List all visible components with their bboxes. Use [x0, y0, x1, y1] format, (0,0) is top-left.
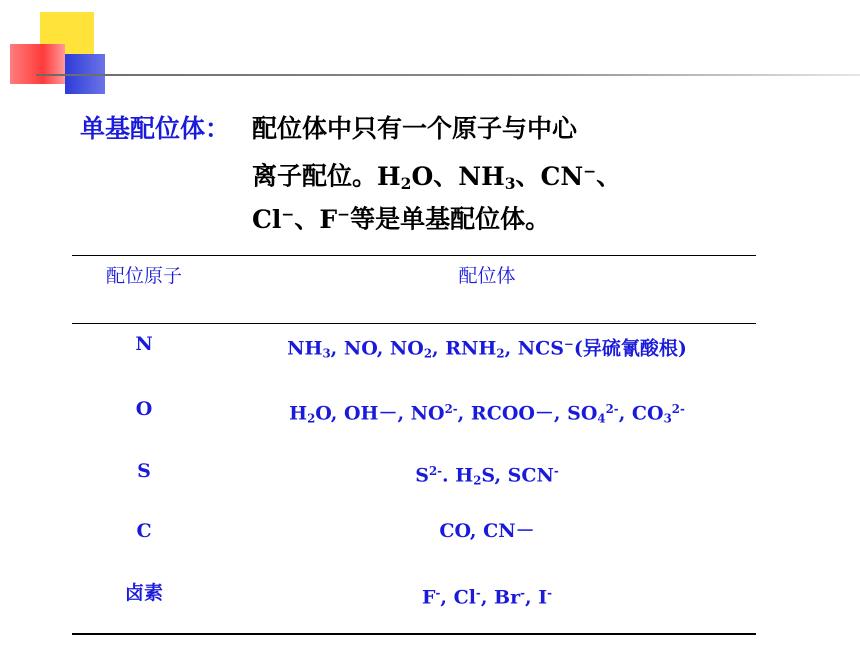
table-header-atom: 配位原子	[105, 265, 183, 287]
table-cell-atom: O	[135, 398, 153, 420]
species-formula: $H_2O$	[377, 161, 434, 193]
definition-term: 单基配位体：	[80, 114, 231, 143]
species-formula: Cl−	[252, 204, 295, 234]
table-cell-ligands: $S^{2-}$. $H_2S$, SCN-	[415, 464, 559, 488]
table-cell-ligands: F-, Cl-, Br-, I-	[421, 586, 553, 609]
definition-line-3: Cl−、F−等是单基配位体。	[252, 204, 551, 234]
table-cell-ligands: CO, CN－	[439, 520, 535, 542]
decor-red-square	[10, 44, 65, 84]
table-cell-atom: 卤素	[124, 582, 164, 604]
table-top-rule	[72, 255, 756, 256]
species-formula: F−	[319, 204, 351, 234]
table-cell-ligands: $NH_3$, NO, $NO_2$, $RNH_2$, NCS−(异硫氰酸根)	[287, 337, 687, 361]
species-formula: $NH_3$	[458, 161, 516, 193]
table-header-ligand: 配位体	[458, 265, 516, 287]
table-header-rule	[72, 323, 756, 324]
table-cell-atom: N	[135, 333, 153, 355]
table-cell-atom: C	[136, 520, 152, 542]
table-cell-atom: S	[137, 460, 151, 482]
table-bottom-rule	[72, 633, 756, 635]
definition-line-1: 配位体中只有一个原子与中心	[252, 114, 578, 143]
header-rule	[36, 74, 860, 76]
table-cell-ligands: $H_2O$, OH－, $NO^{2-}$, RCOO－, $SO_4^{2-}$, $CO_3^{2-}$	[289, 402, 685, 426]
species-formula: CN−	[540, 161, 597, 191]
definition-line-2: 离子配位。$H_2O$、$NH_3$、CN−、	[252, 161, 622, 193]
